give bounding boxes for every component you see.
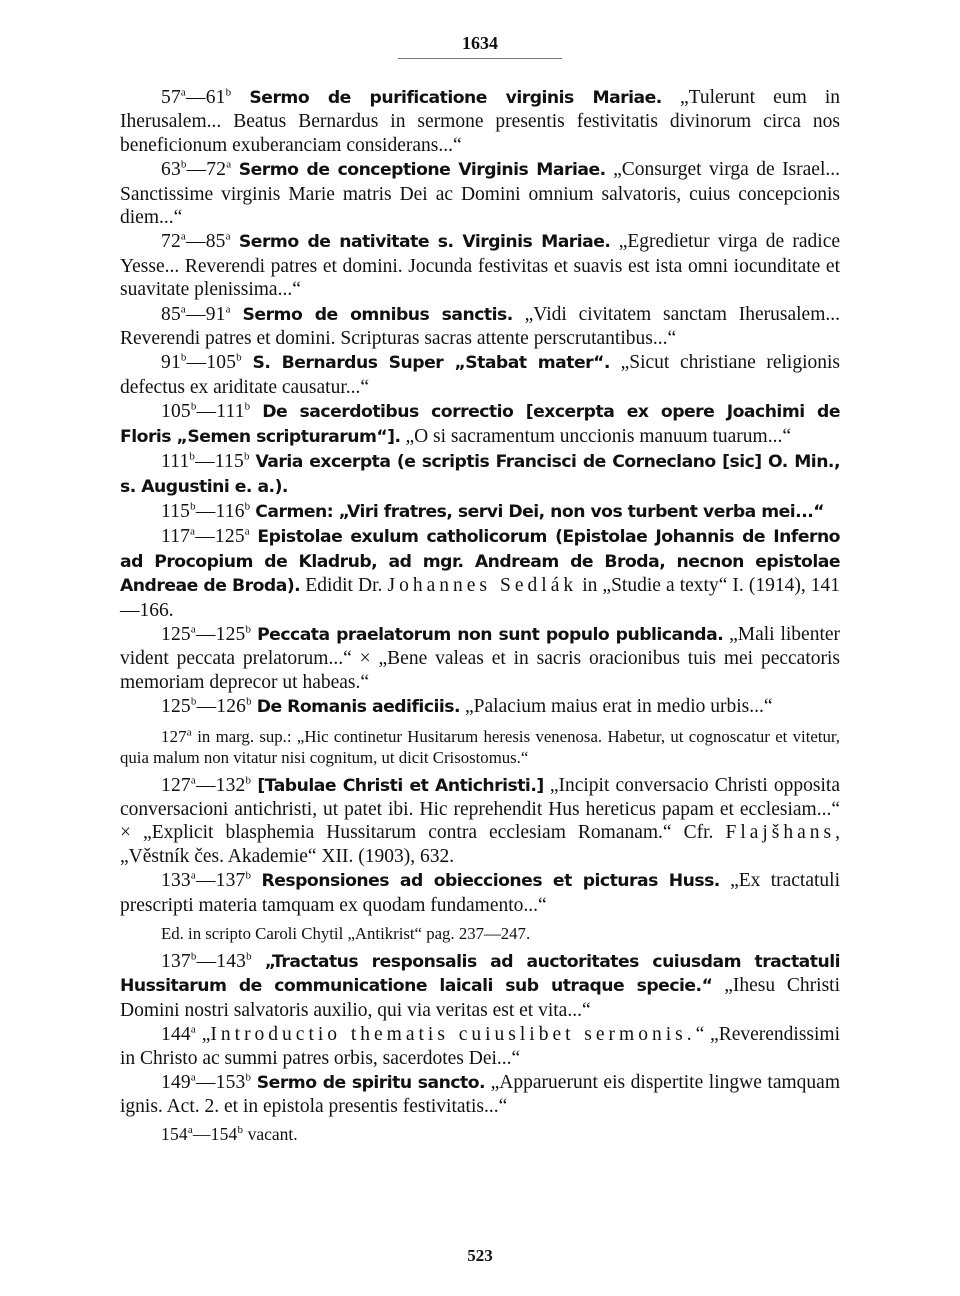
catalog-entry (120, 1023, 840, 1070)
entry-text: „ (201, 1024, 211, 1046)
entry-title: Peccata praelatorum non sunt populo publicanda. (257, 624, 724, 645)
entry-text: „Tulerunt eum in Iherusalem... Beatus Bernardus in sermone presentis festivitatis divinorum circa nos beneficionum exuberanciam considerans...“ (120, 87, 841, 156)
entry-title-spaced: Introductio thematis cuiuslibet sermonis. (210, 1024, 696, 1046)
catalog-entry (120, 1123, 840, 1146)
folio-range: 149$^a$—153$^b$ (161, 1071, 252, 1094)
folio-range: 85$^a$—91$^a$ (161, 303, 231, 325)
catalog-entry (120, 500, 840, 524)
entry-text: „Incipit conversacio Christi opposita conversacioni antichristi, ut patet ibi. Hic reprehendit Hus hereticus papam et ecclesiam...“ × „Explicit blasphemia Hussitarum contra ecclesiam Romanam.“ Cfr. (120, 774, 840, 844)
entry-text: „Palacium maius erat in medio urbis...“ (464, 696, 773, 718)
folio-range: 57$^a$—61$^b$ (161, 86, 232, 108)
editor-name: Johannes Sedlák (387, 575, 578, 597)
entry-title: „Tractatus responsalis ad auctoritates cuiusdam tractatuli Hussitarum de communicatione laicali sub utraque specie.“ (120, 952, 841, 997)
folio-range: 111$^b$—115$^b$ (161, 450, 250, 473)
catalog-entry (120, 450, 840, 499)
entry-text-continued: “ „Reverendissimi in Christo ac summi patres orbis, sacerdotes Dei...“ (120, 1024, 841, 1069)
entry-text: „Apparuerunt eis dispertite lingwe tamquam ignis. Act. 2. et in epistola presentis festivitatis...“ (120, 1072, 840, 1118)
entry-title: Epistolae exulum catholicorum (Epistolae Johannis de Inferno ad Procopium de Kladrub, ad mgr. Andream de Broda, necnon epistolae Andreae de Broda). (120, 527, 840, 597)
catalog-entry (120, 950, 840, 1022)
catalog-entry (120, 303, 840, 351)
folio-range: 72$^a$—85$^a$ (161, 230, 231, 253)
folio-range: 127$^a$—132$^b$ (161, 774, 252, 796)
document-page (120, 0, 840, 1296)
entry-title: Sermo de conceptione Virginis Mariae. (238, 160, 606, 181)
catalog-entry (120, 1071, 840, 1119)
entry-text: „O si sacramentum unccionis manuum tuarum...“ (405, 425, 792, 447)
catalog-entry (120, 623, 840, 694)
folio-range: 63$^b$—72$^a$ (161, 158, 232, 181)
folio-range: 133$^a$—137$^b$ (161, 869, 252, 892)
entry-text-continued: , „Věstník čes. Akademie“ XII. (1903), 632. (120, 822, 841, 867)
catalog-entry (120, 695, 840, 719)
entry-text: „Egredietur virga de radice Yesse... Reverendi patres et domini. Jocunda festivitas et suavis est ista omni iocunditate et suavitate plenissima...“ (120, 231, 841, 301)
entry-title: De Romanis aedificiis. (256, 697, 461, 718)
folio-range: 154$^a$—154$^b$ (161, 1123, 244, 1144)
page-footer-number: 523 (467, 1246, 493, 1265)
folio-range: 117$^a$—125$^a$ (161, 525, 250, 548)
catalog-entry (120, 230, 840, 301)
folio-range: 91$^b$—105$^b$ (161, 351, 242, 374)
entry-title: Sermo de nativitate s. Virginis Mariae. (238, 232, 611, 253)
entry-text: vacant. (247, 1123, 298, 1144)
catalog-entry (120, 86, 840, 157)
folio-range: 144$^a$ (161, 1023, 196, 1046)
header-rule (398, 58, 562, 59)
entry-text: „Sicut christiane religionis defectus ex ariditate causatur...“ (120, 352, 841, 398)
entry-title: Carmen: „Viri fratres, servi Dei, non vos turbent verba mei...“ (255, 501, 825, 522)
entry-title: Responsiones ad obiecciones et picturas Huss. (261, 871, 720, 892)
entry-title: [Tabulae Christi et Antichristi.] (257, 775, 544, 796)
entry-text: Edidit Dr. (305, 575, 383, 597)
entry-text: Ed. in scripto Caroli Chytil „Antikrist“ pag. 237—247. (161, 924, 531, 943)
author-name: Flajšhans (725, 822, 836, 844)
marginal-note (120, 726, 840, 768)
folio-range: 105$^b$—111$^b$ (161, 400, 251, 423)
entry-text: „Vidi civitatem sanctam Iherusalem... Reverendi patres et domini. Scripturas sacras attente perscrutantibus...“ (120, 303, 841, 350)
folio-range: 115$^b$—116$^b$ (161, 500, 251, 522)
catalog-entry (120, 158, 840, 229)
entry-title: De sacerdotibus correctio [excerpta ex opere Joachimi de Floris „Semen scripturarum“]. (120, 402, 841, 447)
entry-title: S. Bernardus Super „Stabat mater“. (252, 353, 610, 374)
entry-text: in marg. sup.: „Hic continetur Husitarum heresis venenosa. Habetur, ut cognoscatur et vitetur, quia malum non vitatur nisi cognitum, ut dicit Crisostomus.“ (120, 726, 840, 767)
entry-text: „Ex tractatuli prescripti materia tamquam ex quodam fundamento...“ (120, 870, 840, 916)
entry-title: Varia excerpta (e scriptis Francisci de Corneclano [sic] O. Min., s. Augustini e. a.). (120, 452, 840, 497)
entry-text: „Consurget virga de Israel... Sanctissime virginis Marie matris Dei ac Domini omnium salvatoris, cuius concepcionis diem...“ (120, 159, 840, 229)
folio-range: 137$^b$—143$^b$ (161, 950, 252, 972)
folio-range: 127$^a$ (161, 725, 192, 746)
page-header-number: 1634 (462, 33, 498, 53)
catalog-entry (120, 400, 840, 449)
catalog-entry (120, 774, 840, 869)
entry-text: „Mali libenter vident peccata prelatorum...“ × „Bene valeas et in sacris oracionibus tuis mei peccatoris memoriam deprecor ut habeas.“ (120, 623, 841, 693)
entry-title: Sermo de omnibus sanctis. (242, 304, 513, 325)
catalog-entry (120, 351, 840, 399)
entry-text: „Ihesu Christi Domini nostri salvatoris auxilio, qui via veritas est et vita...“ (120, 975, 841, 1021)
edition-note (120, 923, 840, 944)
catalog-entry (120, 869, 840, 917)
folio-range: 125$^a$—125$^b$ (161, 623, 252, 645)
entry-title: Sermo de purificatione virginis Mariae. (249, 88, 662, 108)
entry-text-continued: in „Studie a texty“ I. (1914), 141—166. (120, 575, 841, 621)
folio-range: 125$^b$—126$^b$ (161, 695, 252, 718)
entry-title: Sermo de spiritu sancto. (256, 1073, 486, 1094)
catalog-body (120, 86, 840, 1147)
catalog-entry (120, 525, 840, 622)
